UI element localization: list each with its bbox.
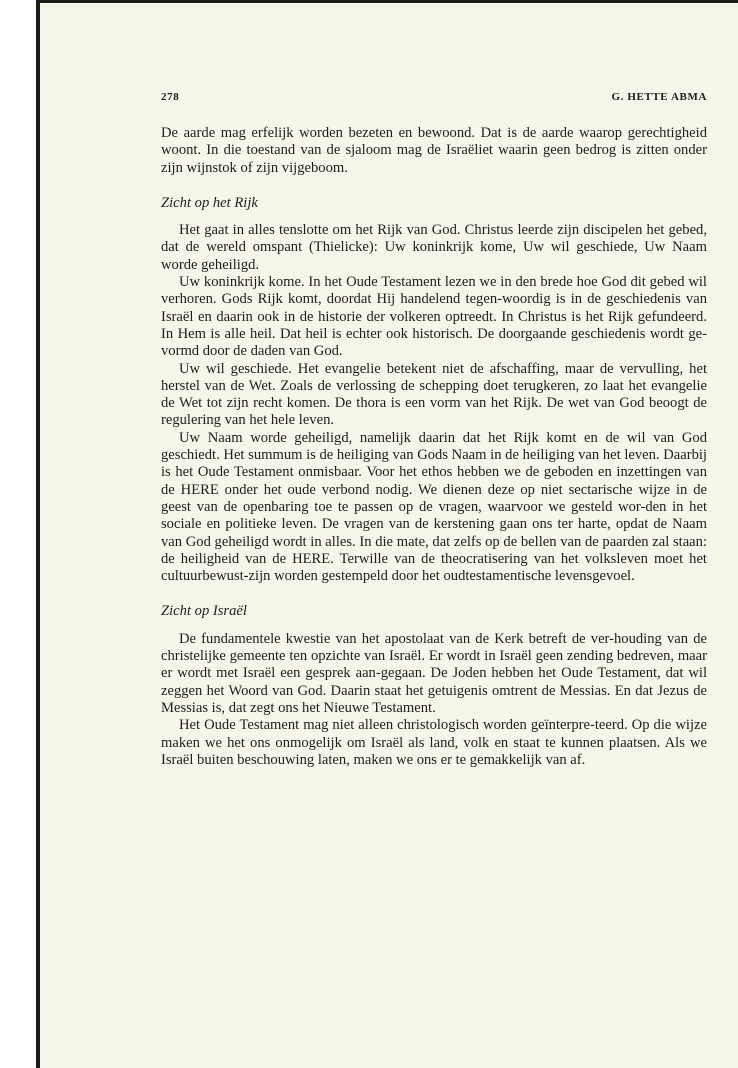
running-head-author: G. HETTE ABMA (611, 91, 707, 103)
paragraph: De fundamentele kwestie van het apostolaat van de Kerk betreft de ver-houding van de christelijke gemeente ten opzichte van Israël. Er wordt in Israël geen zending bedreven, maar er wordt met Israël een gesprek aan-gegaan. De Joden hebben het Oude Testament, dat wil zeggen het Woord van God. Daarin staat het getuigenis omtrent de Messias. En dat Jezus de Messias is, dat zegt ons het Nieuwe Testament. (161, 630, 707, 716)
paragraph: Uw wil geschiede. Het evangelie betekent niet de afschaffing, maar de vervulling, het herstel van de Wet. Zoals de verlossing de schepping doet terugkeren, zo laat het evangelie de Wet tot zijn recht komen. De thora is een vorm van het Rijk. De wet van God beoogt de regulering van het hele leven. (161, 360, 707, 429)
section-heading-rijk: Zicht op het Rijk (161, 194, 258, 211)
page-number: 278 (161, 91, 180, 103)
paragraph: Het gaat in alles tenslotte om het Rijk van God. Christus leerde zijn discipelen het gebed, dat de wereld omspant (Thielicke): Uw koninkrijk kome, Uw wil geschiede, Uw Naam worde geheiligd. (161, 222, 707, 273)
page-header (161, 91, 707, 109)
paragraph: Het Oude Testament mag niet alleen christologisch worden geïnterpre-teerd. Op die wijze maken we het ons onmogelijk om Israël als land, volk en staat te kunnen plaatsen. Als we Israël buiten beschouwing laten, maken we ons er te gemakkelijk van af. (161, 717, 707, 768)
body-text (161, 125, 707, 769)
book-page (40, 3, 738, 1068)
paragraph: Uw Naam worde geheiligd, namelijk daarin dat het Rijk komt en de wil van God geschiedt. Het summum is de heiliging van Gods Naam in de heiliging van het leven. Daarbij is het Oude Testament onmisbaar. Voor het ethos hebben we de geboden en inzettingen van de HERE onder het oude verbond nodig. We dienen deze op niet sectarische wijze in de geest van de openbaring toe te passen op de vragen, waarvoor we gesteld wor-den in het sociale en politieke leven. De vragen van de kerstening gaan ons ter harte, opdat de Naam van God geheiligd wordt in alles. In die mate, dat zelfs op de bellen van de paarden zal staan: de heiligheid van de HERE. Terwille van de theocratisering van het volksleven moet het cultuurbewust-zijn worden gestempeld door het oudtestamentische levensgevoel. (161, 429, 707, 585)
section-heading-israel: Zicht op Israël (161, 603, 247, 620)
paragraph: De aarde mag erfelijk worden bezeten en bewoond. Dat is de aarde waarop gerechtigheid woont. In die toestand van de sjaloom mag de Israëliet waarin geen bedrog is zitten onder zijn wijnstok of zijn vijgeboom. (161, 125, 707, 176)
paragraph: Uw koninkrijk kome. In het Oude Testament lezen we in den brede hoe God dit gebed wil verhoren. Gods Rijk komt, doordat Hij handelend tegen-woordig is in de geschiedenis van Israël en daarin ook in de historie der volkeren optreedt. In Christus is het Rijk gefundeerd. In Hem is alle heil. Dat heil is echter ook historisch. De doorgaande geschiedenis wordt ge-vormd door de daden van God. (161, 274, 707, 360)
